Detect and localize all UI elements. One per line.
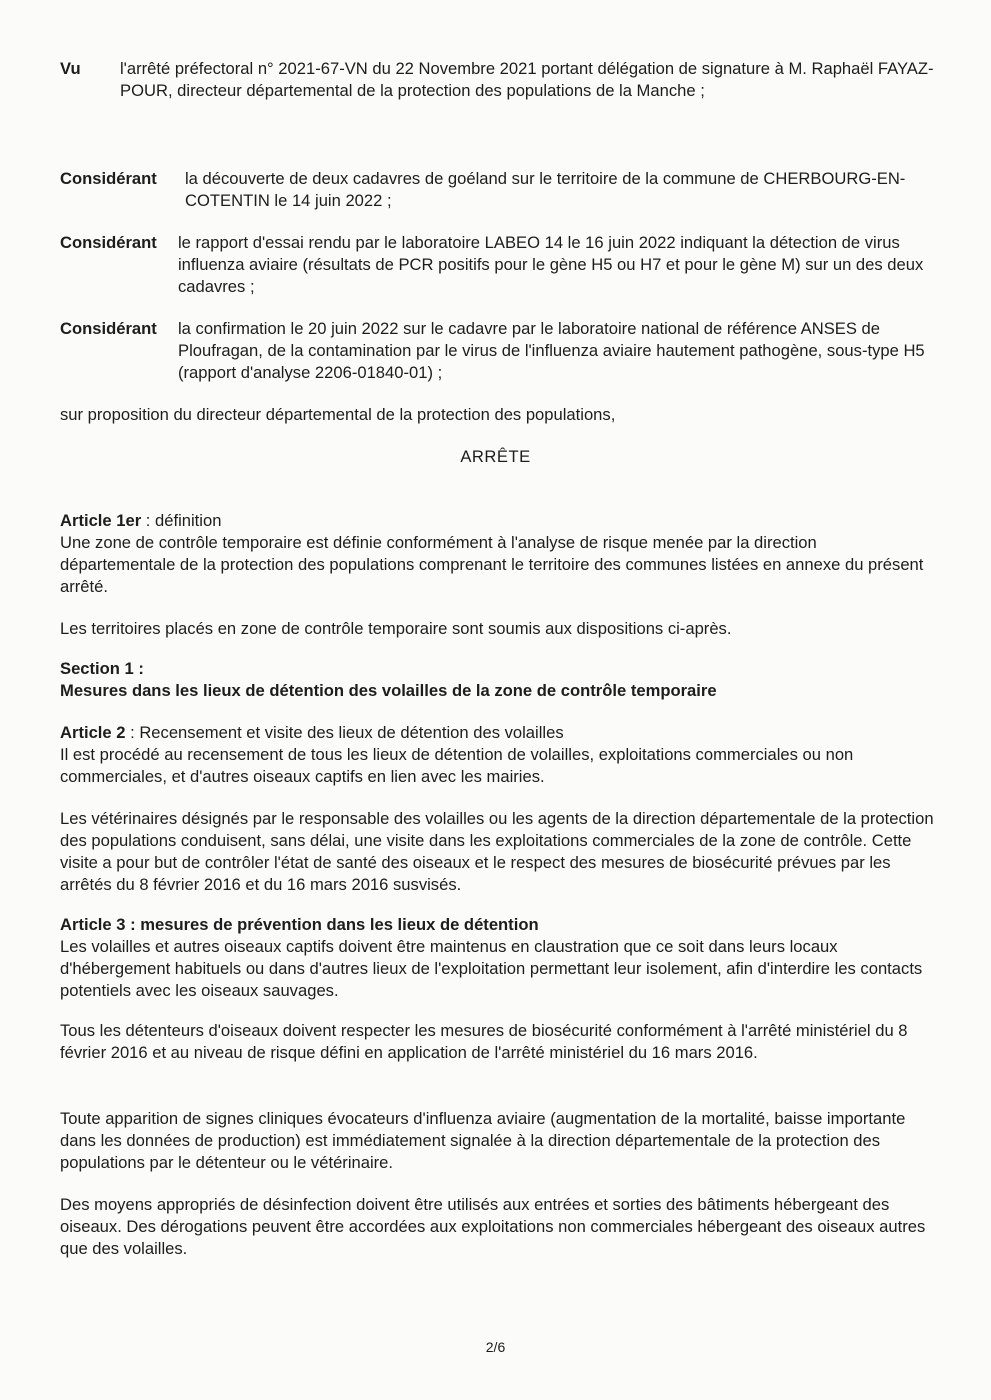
section-1-title: Mesures dans les lieux de détention des volailles de la zone de contrôle temporaire xyxy=(60,681,717,700)
considerant-block-2 xyxy=(60,232,950,300)
considerant-text: la découverte de deux cadavres de goéland sur le territoire de la commune de CHERBOURG-EN-COTENTIN le 14 juin 2022 ; xyxy=(185,169,906,210)
article-1-title-rest: : définition xyxy=(141,511,222,530)
considerant-label: Considérant xyxy=(60,233,157,252)
considerant-label: Considérant xyxy=(60,169,157,188)
considerant-block-1 xyxy=(60,168,950,214)
section-1-label: Section 1 : xyxy=(60,659,144,678)
article-3-title: Article 3 : mesures de prévention dans les lieux de détention xyxy=(60,915,539,934)
considerant-text: la confirmation le 20 juin 2022 sur le cadavre par le laboratoire national de référence ANSES de Ploufragan, de la contamination par le virus de l'influenza aviaire hautement pathogène, sous-type H5 (rapport d'analyse 2206-01840-01) ; xyxy=(178,319,925,382)
article-2-paragraph-1: Il est procédé au recensement de tous les lieux de détention de volailles, exploitations commerciales ou non commerciales, et d'autres oiseaux captifs en lien avec les mairies. xyxy=(60,745,854,786)
article-3-paragraph-1: Les volailles et autres oiseaux captifs doivent être maintenus en claustration que ce soit dans leurs locaux d'hébergement habituels ou dans d'autres lieux de l'exploitation permettant leur isolement, afin d'interdire les contacts potentiels avec les oiseaux sauvages. xyxy=(60,937,923,1000)
vu-label: Vu xyxy=(60,59,81,78)
article-2-paragraph-2: Les vétérinaires désignés par le responsable des volailles ou les agents de la direction départementale de la protection des populations conduisent, sans délai, une visite dans les exploitations commerciales de la zone de contrôle. Cette visite a pour but de contrôler l'état de santé des oiseaux et le respect des mesures de biosécurité prévues par les arrêtés du 8 février 2016 et du 16 mars 2016 susvisés. xyxy=(60,809,934,894)
article-3-paragraph-4: Des moyens appropriés de désinfection doivent être utilisés aux entrées et sorties des bâtiments hébergeant des oiseaux. Des dérogations peuvent être accordées aux exploitations non commerciales hébergeant des oiseaux autres que des volailles. xyxy=(60,1195,926,1258)
article-2-title-bold: Article 2 xyxy=(60,723,126,742)
article-1-title xyxy=(60,510,940,532)
vu-text: l'arrêté préfectoral n° 2021-67-VN du 22 Novembre 2021 portant délégation de signature à M. Raphaël FAYAZ-POUR, directeur départemental de la protection des populations de la Manche ; xyxy=(120,59,934,100)
article-1-paragraph-1: Une zone de contrôle temporaire est définie conformément à l'analyse de risque menée par la direction départementale de la protection des populations comprenant le territoire des communes listées en annexe du présent arrêté. xyxy=(60,533,924,596)
page-number: 2/6 xyxy=(485,1339,506,1355)
article-1-paragraph-2: Les territoires placés en zone de contrôle temporaire sont soumis aux dispositions ci-après. xyxy=(60,619,732,638)
article-3-paragraph-3: Toute apparition de signes cliniques évocateurs d'influenza aviaire (augmentation de la mortalité, baisse importante dans les données de production) est immédiatement signalée à la direction départementale de la protection des populations par le détenteur ou le vétérinaire. xyxy=(60,1109,906,1172)
article-2-title xyxy=(60,722,940,744)
considerant-text: le rapport d'essai rendu par le laboratoire LABEO 14 le 16 juin 2022 indiquant la détection de virus influenza aviaire (résultats de PCR positifs pour le gène H5 ou H7 et pour le gène M) sur un des deux cadavres ; xyxy=(178,233,924,296)
proposition-text: sur proposition du directeur départemental de la protection des populations, xyxy=(60,405,616,424)
article-3-paragraph-2: Tous les détenteurs d'oiseaux doivent respecter les mesures de biosécurité conformément à l'arrêté ministériel du 8 février 2016 et au niveau de risque défini en application de l'arrêté ministériel du 16 mars 2016. xyxy=(60,1021,908,1062)
considerant-label: Considérant xyxy=(60,319,157,338)
article-1-title-bold: Article 1er xyxy=(60,511,142,530)
vu-block xyxy=(60,58,950,128)
considerant-block-3 xyxy=(60,318,950,386)
article-2-title-rest: : Recensement et visite des lieux de détention des volailles xyxy=(125,723,564,742)
arrete-heading: ARRÊTE xyxy=(460,447,531,466)
